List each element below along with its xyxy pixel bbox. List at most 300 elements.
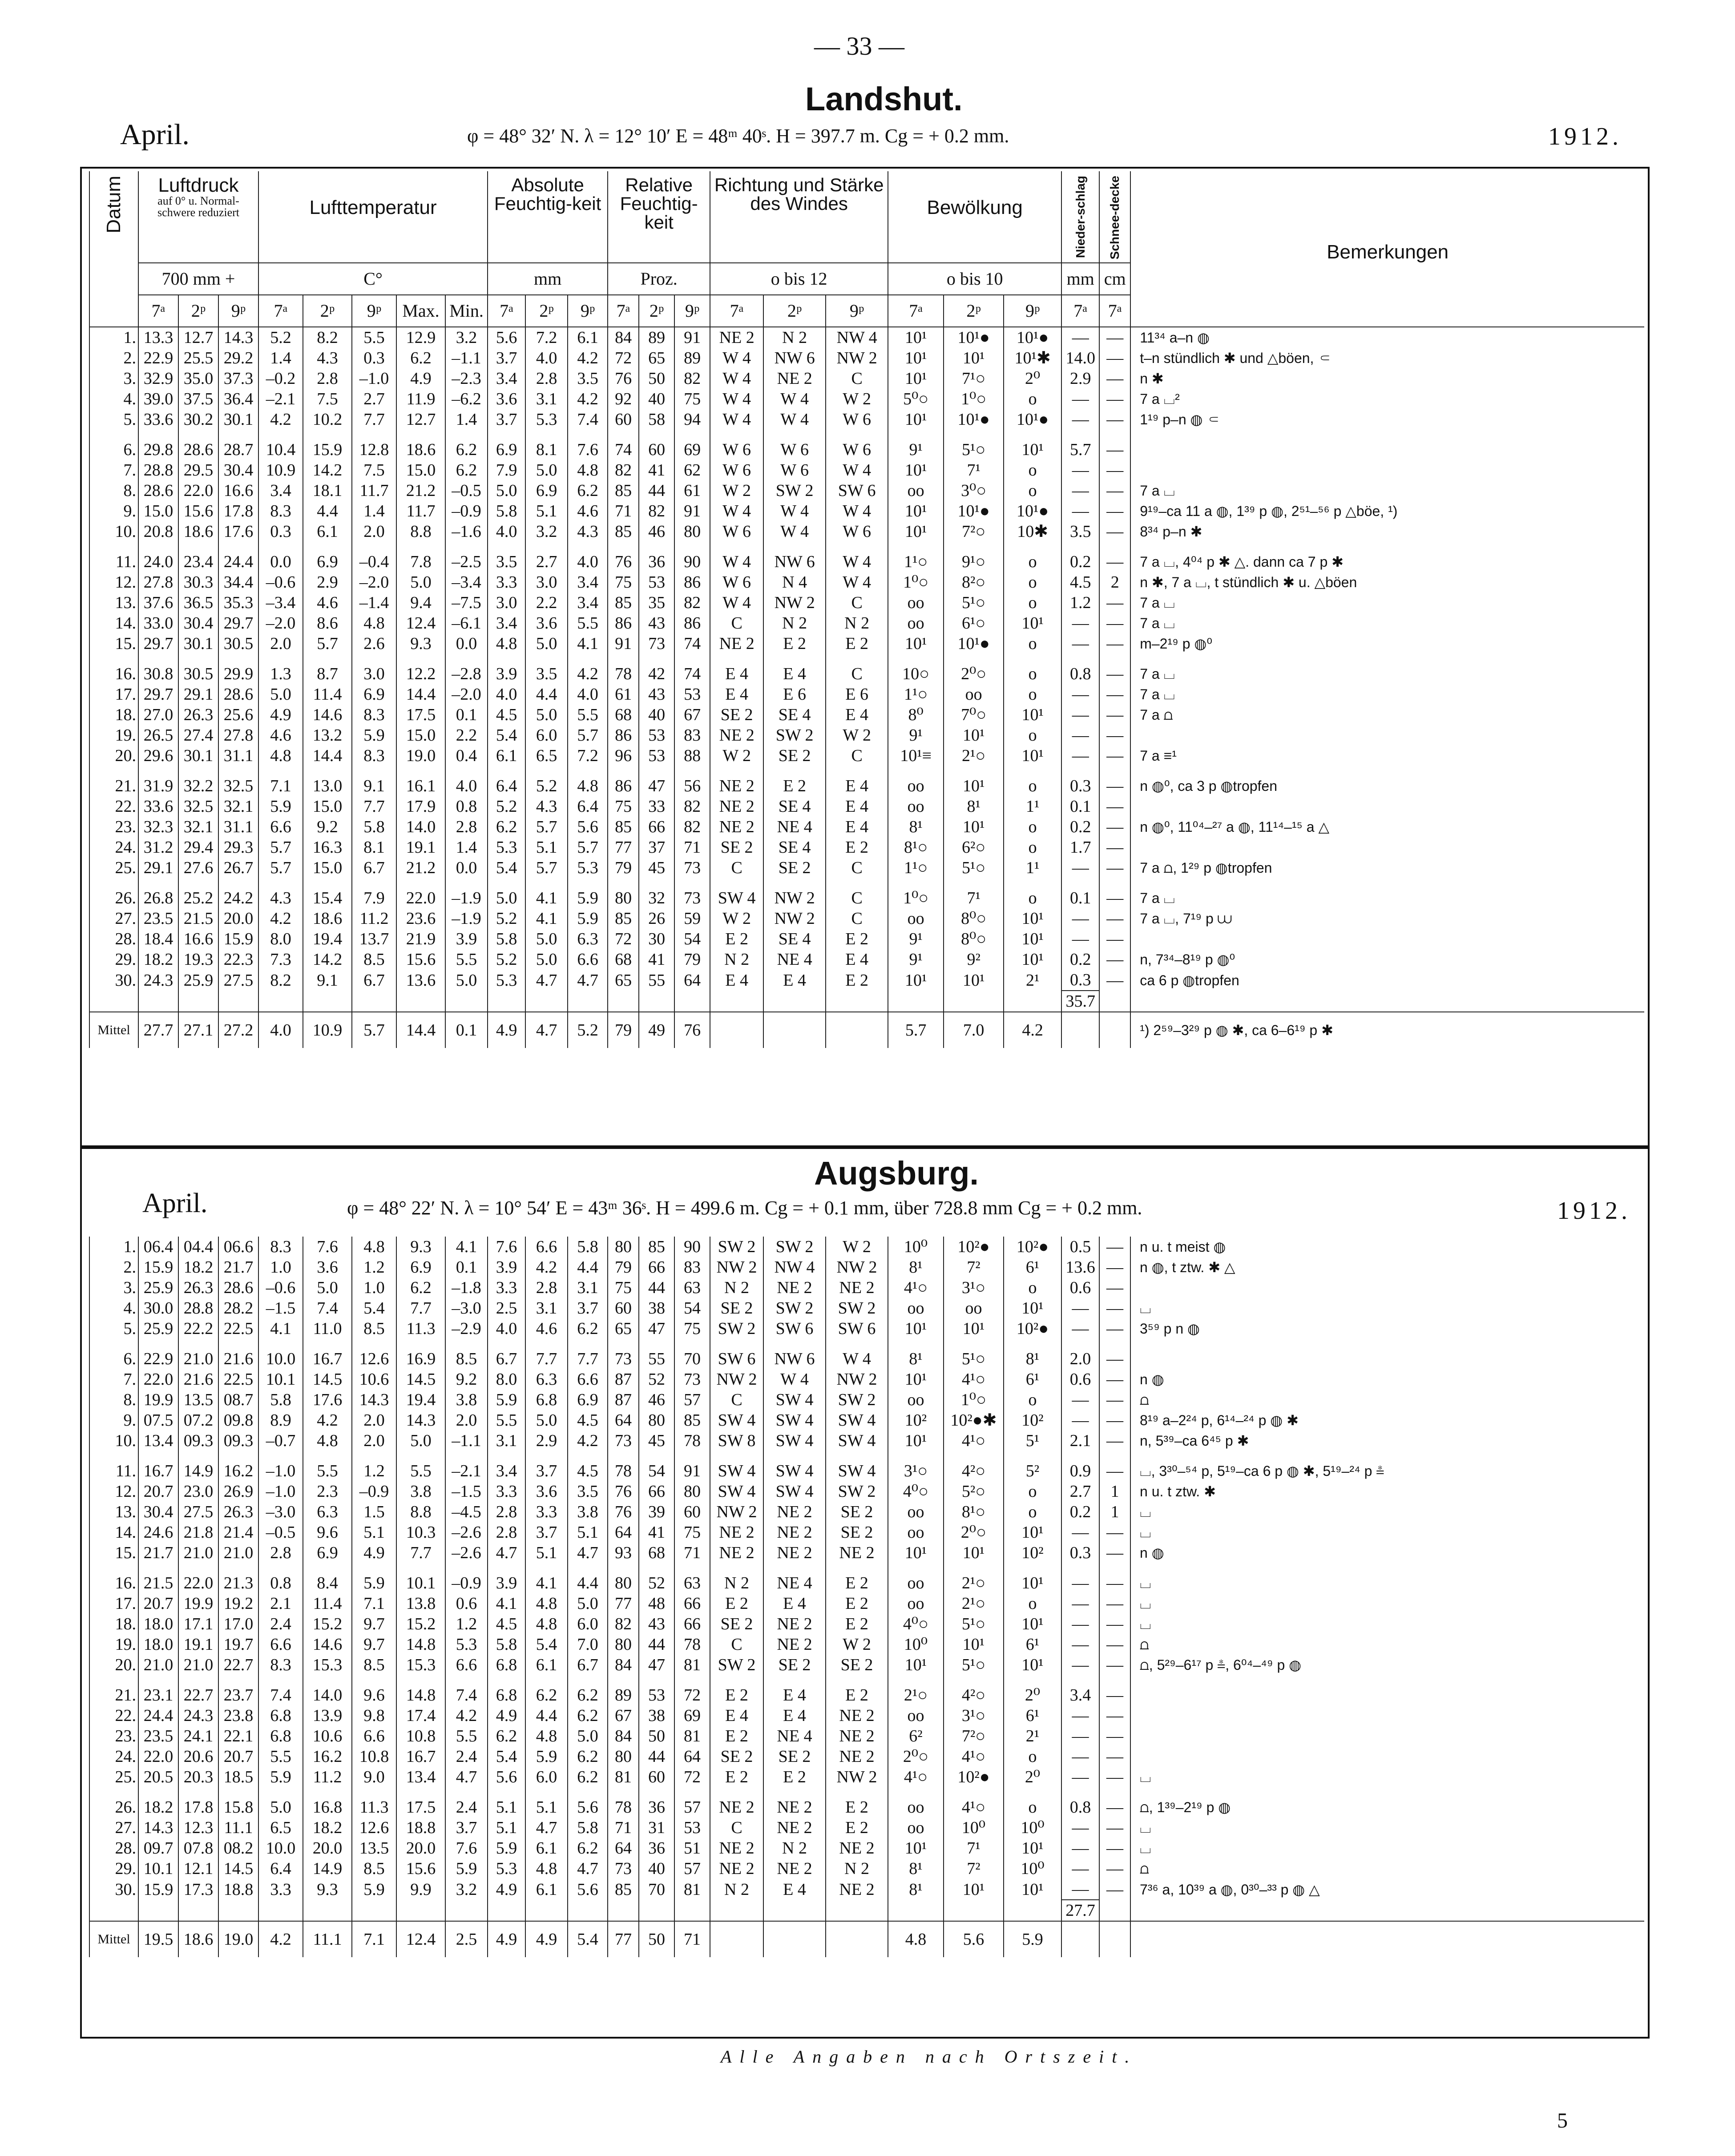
- luftdruck-unit: 700 mm +: [138, 263, 258, 295]
- value-cell: 31.9: [138, 776, 178, 796]
- day-cell: 14.: [89, 1522, 138, 1543]
- remark-cell: ⌴: [1130, 1298, 1644, 1318]
- value-cell: W 6: [826, 521, 888, 542]
- value-cell: 45: [639, 1431, 674, 1451]
- value-cell: o: [1004, 1277, 1061, 1298]
- value-cell: 10✱: [1004, 521, 1061, 542]
- value-cell: 52: [639, 1369, 674, 1390]
- group-spacer: [89, 542, 1644, 552]
- mean-label: Mittel: [89, 1012, 138, 1048]
- value-cell: 74: [674, 664, 710, 684]
- value-cell: 19.9: [178, 1593, 218, 1614]
- remark-cell: 8¹⁹ a–2²⁴ p, 6¹⁴–²⁴ p ◍ ✱: [1130, 1410, 1644, 1431]
- value-cell: 7²○: [944, 1726, 1004, 1746]
- value-cell: 7.6: [445, 1838, 488, 1858]
- remark-cell: [1130, 837, 1644, 858]
- value-cell: 3.3: [488, 572, 525, 592]
- value-cell: 30.1: [178, 633, 218, 654]
- value-cell: 10¹: [888, 501, 944, 521]
- value-cell: E 4: [710, 1705, 763, 1726]
- value-cell: 79: [608, 858, 639, 878]
- value-cell: NE 4: [763, 949, 826, 970]
- value-cell: 82: [639, 501, 674, 521]
- value-cell: 5¹○: [944, 439, 1004, 460]
- value-cell: 7.2: [568, 746, 608, 766]
- remark-cell: 8³⁴ p–n ✱: [1130, 521, 1644, 542]
- value-cell: SW 4: [763, 1481, 826, 1502]
- value-cell: —: [1099, 817, 1130, 837]
- table-row: [89, 389, 1644, 409]
- empty-cell: [1099, 1900, 1130, 1921]
- day-cell: 3.: [89, 368, 138, 389]
- value-cell: NE 2: [710, 725, 763, 746]
- value-cell: 21.0: [178, 1349, 218, 1369]
- mean-value: 19.5: [138, 1921, 178, 1957]
- mean-value: [710, 1921, 763, 1957]
- value-cell: 15.3: [303, 1655, 352, 1675]
- value-cell: 75: [674, 389, 710, 409]
- value-cell: 3.4: [258, 480, 303, 501]
- value-cell: o: [1004, 1481, 1061, 1502]
- value-cell: 4.9: [352, 1543, 396, 1563]
- value-cell: 5.5: [568, 705, 608, 725]
- value-cell: 86: [674, 572, 710, 592]
- day-cell: 4.: [89, 1298, 138, 1318]
- value-cell: 10¹: [888, 1318, 944, 1339]
- remark-cell: ⩍, 1³⁹–2¹⁹ p ◍: [1130, 1797, 1644, 1817]
- value-cell: –1.4: [352, 592, 396, 613]
- value-cell: 4.8: [258, 746, 303, 766]
- value-cell: 6.3: [303, 1502, 352, 1522]
- empty-cell: [178, 1900, 218, 1921]
- value-cell: —: [1099, 1277, 1130, 1298]
- value-cell: —: [1099, 1461, 1130, 1481]
- value-cell: SE 2: [826, 1502, 888, 1522]
- value-cell: C: [826, 888, 888, 908]
- value-cell: 69: [674, 439, 710, 460]
- empty-cell: [674, 1900, 710, 1921]
- value-cell: 7.2: [525, 327, 568, 348]
- value-cell: 4.7: [525, 970, 568, 991]
- value-cell: N 2: [710, 949, 763, 970]
- value-cell: SE 4: [763, 796, 826, 817]
- empty-cell: [888, 1900, 944, 1921]
- value-cell: W 2: [826, 1634, 888, 1655]
- value-cell: 7¹: [944, 1838, 1004, 1858]
- value-cell: SE 4: [763, 705, 826, 725]
- value-cell: 64: [674, 1746, 710, 1767]
- value-cell: —: [1099, 1257, 1130, 1277]
- value-cell: 5.0: [525, 1410, 568, 1431]
- value-cell: 4.0: [568, 552, 608, 572]
- value-cell: 5.5: [445, 1726, 488, 1746]
- value-cell: 3.5: [1061, 521, 1099, 542]
- value-cell: 83: [674, 725, 710, 746]
- value-cell: 10¹: [888, 1369, 944, 1390]
- value-cell: 5.7: [258, 837, 303, 858]
- value-cell: 10¹: [888, 460, 944, 480]
- value-cell: 4.0: [568, 684, 608, 705]
- mean-value: 4.2: [1004, 1012, 1061, 1048]
- table-row: [89, 1410, 1644, 1431]
- value-cell: 82: [674, 817, 710, 837]
- value-cell: 7.1: [352, 1593, 396, 1614]
- value-cell: 60: [608, 1298, 639, 1318]
- value-cell: 5.2: [488, 908, 525, 929]
- value-cell: 6¹: [1004, 1705, 1061, 1726]
- value-cell: 23.4: [178, 552, 218, 572]
- day-cell: 21.: [89, 776, 138, 796]
- value-cell: 30.1: [218, 409, 258, 430]
- value-cell: 0.2: [1061, 1502, 1099, 1522]
- value-cell: –2.6: [445, 1522, 488, 1543]
- value-cell: 10¹: [888, 970, 944, 991]
- landshut-month: April.: [120, 118, 190, 151]
- value-cell: 5.4: [488, 725, 525, 746]
- value-cell: 0.9: [1061, 1461, 1099, 1481]
- value-cell: 21.8: [178, 1522, 218, 1543]
- day-cell: 11.: [89, 552, 138, 572]
- value-cell: o: [1004, 1593, 1061, 1614]
- value-cell: 12.4: [396, 613, 445, 633]
- mean-value: 10.9: [303, 1012, 352, 1048]
- value-cell: 3.8: [396, 1481, 445, 1502]
- value-cell: 2.8: [525, 1277, 568, 1298]
- value-cell: 86: [608, 776, 639, 796]
- value-cell: 7.4: [303, 1298, 352, 1318]
- value-cell: 3.3: [258, 1879, 303, 1900]
- value-cell: 09.3: [178, 1431, 218, 1451]
- empty-cell: [258, 991, 303, 1012]
- value-cell: 24.6: [138, 1522, 178, 1543]
- value-cell: 3.6: [525, 613, 568, 633]
- value-cell: —: [1099, 970, 1130, 991]
- value-cell: 22.2: [178, 1318, 218, 1339]
- value-cell: NE 4: [763, 1573, 826, 1593]
- value-cell: 32.1: [218, 796, 258, 817]
- table-row: [89, 1237, 1644, 1257]
- value-cell: –1.6: [445, 521, 488, 542]
- value-cell: 90: [674, 552, 710, 572]
- value-cell: —: [1061, 1614, 1099, 1634]
- value-cell: 23.1: [138, 1685, 178, 1705]
- table-row: [89, 480, 1644, 501]
- value-cell: 30.4: [178, 613, 218, 633]
- value-cell: 5.4: [488, 1746, 525, 1767]
- value-cell: 77: [608, 837, 639, 858]
- empty-cell: [568, 1900, 608, 1921]
- value-cell: 16.6: [218, 480, 258, 501]
- table-row: [89, 1257, 1644, 1277]
- value-cell: o: [1004, 1797, 1061, 1817]
- value-cell: NW 2: [763, 908, 826, 929]
- value-cell: o: [1004, 460, 1061, 480]
- value-cell: 5.9: [352, 725, 396, 746]
- value-cell: 28.2: [218, 1298, 258, 1318]
- value-cell: 14.3: [352, 1390, 396, 1410]
- value-cell: 21.0: [138, 1655, 178, 1675]
- value-cell: 85: [674, 1410, 710, 1431]
- value-cell: 9.2: [303, 817, 352, 837]
- value-cell: 12.2: [396, 664, 445, 684]
- value-cell: 26.3: [178, 1277, 218, 1298]
- value-cell: 14.0: [1061, 348, 1099, 368]
- empty-cell: [944, 1900, 1004, 1921]
- remark-cell: 7 a ⌴: [1130, 613, 1644, 633]
- value-cell: 15.9: [303, 439, 352, 460]
- value-cell: 36.4: [218, 389, 258, 409]
- value-cell: NE 2: [710, 776, 763, 796]
- value-cell: 5.0: [258, 684, 303, 705]
- value-cell: 80: [608, 1573, 639, 1593]
- value-cell: 5.5: [568, 613, 608, 633]
- empty-cell: [608, 991, 639, 1012]
- value-cell: 39.0: [138, 389, 178, 409]
- empty-cell: [303, 991, 352, 1012]
- value-cell: 5.5: [396, 1461, 445, 1481]
- value-cell: —: [1099, 908, 1130, 929]
- value-cell: 21.2: [396, 480, 445, 501]
- value-cell: 57: [674, 1390, 710, 1410]
- value-cell: 3.2: [445, 327, 488, 348]
- remark-cell: [1130, 1705, 1644, 1726]
- value-cell: 80: [608, 1634, 639, 1655]
- value-cell: 5.0: [488, 480, 525, 501]
- value-cell: 5.3: [445, 1634, 488, 1655]
- value-cell: 5.0: [568, 1593, 608, 1614]
- value-cell: 3.9: [488, 1257, 525, 1277]
- value-cell: 10¹: [1004, 1614, 1061, 1634]
- value-cell: 16.8: [303, 1797, 352, 1817]
- value-cell: N 4: [763, 572, 826, 592]
- value-cell: SW 2: [763, 725, 826, 746]
- value-cell: 0.0: [445, 858, 488, 878]
- value-cell: 3.8: [568, 1502, 608, 1522]
- value-cell: NE 2: [710, 327, 763, 348]
- value-cell: 5.9: [488, 1390, 525, 1410]
- value-cell: 14.8: [396, 1634, 445, 1655]
- table-row: [89, 460, 1644, 480]
- value-cell: 6.3: [525, 1369, 568, 1390]
- value-cell: —: [1061, 725, 1099, 746]
- day-cell: 6.: [89, 439, 138, 460]
- value-cell: 84: [608, 327, 639, 348]
- value-cell: 4.1: [568, 633, 608, 654]
- value-cell: 5.0: [525, 633, 568, 654]
- value-cell: 4.2: [525, 1257, 568, 1277]
- value-cell: E 2: [710, 929, 763, 949]
- value-cell: 21.9: [396, 929, 445, 949]
- table-row: [89, 592, 1644, 613]
- value-cell: 72: [608, 929, 639, 949]
- value-cell: 78: [608, 1461, 639, 1481]
- value-cell: 54: [639, 1461, 674, 1481]
- value-cell: C: [710, 1817, 763, 1838]
- mean-value: ¹) 2⁵⁹–3²⁹ p ◍ ✱, ca 6–6¹⁹ p ✱: [1130, 1012, 1644, 1048]
- value-cell: 15.0: [396, 460, 445, 480]
- value-cell: 68: [639, 1543, 674, 1563]
- value-cell: 22.9: [138, 348, 178, 368]
- value-cell: 91: [674, 327, 710, 348]
- value-cell: 80: [674, 521, 710, 542]
- value-cell: SW 4: [826, 1461, 888, 1481]
- schnee-unit: cm: [1099, 263, 1130, 295]
- table-row: [89, 817, 1644, 837]
- value-cell: 15.3: [396, 1655, 445, 1675]
- value-cell: 30.8: [138, 664, 178, 684]
- empty-cell: [888, 991, 944, 1012]
- value-cell: —: [1061, 460, 1099, 480]
- value-cell: 30.5: [218, 633, 258, 654]
- value-cell: 2¹○: [888, 1685, 944, 1705]
- value-cell: SW 2: [826, 1298, 888, 1318]
- value-cell: —: [1099, 1349, 1130, 1369]
- value-cell: 15.9: [218, 929, 258, 949]
- value-cell: W 4: [710, 501, 763, 521]
- value-cell: 73: [639, 633, 674, 654]
- value-cell: SW 2: [826, 1481, 888, 1502]
- value-cell: E 2: [826, 633, 888, 654]
- remark-cell: [1130, 1277, 1644, 1298]
- value-cell: 36: [639, 1838, 674, 1858]
- mean-value: [826, 1012, 888, 1048]
- table-row: [89, 1705, 1644, 1726]
- remark-cell: ca 6 p ◍tropfen: [1130, 970, 1644, 991]
- value-cell: 3.7: [488, 348, 525, 368]
- value-cell: 2.0: [445, 1410, 488, 1431]
- value-cell: 78: [674, 1634, 710, 1655]
- value-cell: 3.5: [568, 1481, 608, 1502]
- value-cell: 18.5: [218, 1767, 258, 1787]
- day-cell: 13.: [89, 592, 138, 613]
- value-cell: 9¹: [888, 725, 944, 746]
- value-cell: —: [1061, 1573, 1099, 1593]
- value-cell: o: [1004, 552, 1061, 572]
- mean-value: 19.0: [218, 1921, 258, 1957]
- value-cell: 5.0: [525, 460, 568, 480]
- remark-cell: 1¹⁹ p–n ◍ ⸦: [1130, 409, 1644, 430]
- remark-cell: ⌴: [1130, 1573, 1644, 1593]
- augsburg-table-wrap: [89, 1237, 1644, 1957]
- value-cell: 11.1: [218, 1817, 258, 1838]
- value-cell: 21.5: [178, 908, 218, 929]
- remark-cell: 7 a ⌴: [1130, 480, 1644, 501]
- value-cell: 4.4: [525, 684, 568, 705]
- value-cell: 20.8: [138, 521, 178, 542]
- value-cell: –0.9: [352, 1481, 396, 1502]
- value-cell: –0.4: [352, 552, 396, 572]
- value-cell: 7.4: [258, 1685, 303, 1705]
- value-cell: 4.1: [525, 908, 568, 929]
- table-row: [89, 908, 1644, 929]
- value-cell: 6.9: [488, 439, 525, 460]
- value-cell: 32.3: [138, 817, 178, 837]
- remark-cell: 7 a ⌴: [1130, 592, 1644, 613]
- remark-cell: ⌴: [1130, 1593, 1644, 1614]
- table-row: [89, 1767, 1644, 1787]
- value-cell: —: [1099, 1573, 1130, 1593]
- empty-cell: [445, 1900, 488, 1921]
- value-cell: 50: [639, 368, 674, 389]
- value-cell: 4.8: [568, 460, 608, 480]
- value-cell: 15.0: [138, 501, 178, 521]
- value-cell: 37.6: [138, 592, 178, 613]
- value-cell: oo: [888, 908, 944, 929]
- value-cell: 15.0: [303, 858, 352, 878]
- value-cell: 68: [608, 705, 639, 725]
- value-cell: 10⁰: [944, 1817, 1004, 1838]
- value-cell: 12.6: [352, 1817, 396, 1838]
- value-cell: 10²●✱: [944, 1410, 1004, 1431]
- value-cell: 4⁰○: [888, 1481, 944, 1502]
- value-cell: 2⁰: [1004, 1767, 1061, 1787]
- value-cell: E 2: [826, 1797, 888, 1817]
- value-cell: 8.5: [352, 1858, 396, 1879]
- value-cell: —: [1099, 1390, 1130, 1410]
- value-cell: 5¹: [1004, 1431, 1061, 1451]
- mean-value: 4.9: [488, 1921, 525, 1957]
- value-cell: 22.5: [218, 1318, 258, 1339]
- mean-value: 18.6: [178, 1921, 218, 1957]
- value-cell: 10¹: [888, 1543, 944, 1563]
- empty-cell: [396, 1900, 445, 1921]
- mean-value: 27.2: [218, 1012, 258, 1048]
- value-cell: 0.1: [1061, 796, 1099, 817]
- value-cell: —: [1099, 1685, 1130, 1705]
- value-cell: 23.5: [138, 1726, 178, 1746]
- mean-value: [1061, 1012, 1099, 1048]
- day-cell: 24.: [89, 837, 138, 858]
- value-cell: 16.3: [303, 837, 352, 858]
- value-cell: 24.2: [218, 888, 258, 908]
- value-cell: 14.9: [303, 1858, 352, 1879]
- value-cell: W 6: [710, 572, 763, 592]
- value-cell: 7¹○: [944, 368, 1004, 389]
- value-cell: o: [1004, 888, 1061, 908]
- value-cell: 0.8: [445, 796, 488, 817]
- value-cell: —: [1099, 1318, 1130, 1339]
- value-cell: 71: [674, 837, 710, 858]
- value-cell: —: [1099, 1593, 1130, 1614]
- value-cell: 5⁰○: [888, 389, 944, 409]
- value-cell: 0.1: [1061, 888, 1099, 908]
- value-cell: 22.0: [138, 1746, 178, 1767]
- value-cell: 20.7: [138, 1481, 178, 1502]
- value-cell: —: [1099, 1817, 1130, 1838]
- value-cell: 9¹: [888, 949, 944, 970]
- empty-cell: [488, 1900, 525, 1921]
- empty-cell: [826, 1900, 888, 1921]
- value-cell: 10¹●: [1004, 327, 1061, 348]
- value-cell: 81: [674, 1726, 710, 1746]
- value-cell: 31: [639, 1817, 674, 1838]
- value-cell: 4.3: [568, 521, 608, 542]
- value-cell: 5.5: [303, 1461, 352, 1481]
- value-cell: 8.0: [258, 929, 303, 949]
- value-cell: —: [1099, 837, 1130, 858]
- value-cell: 8.0: [488, 1369, 525, 1390]
- table-row: [89, 368, 1644, 389]
- value-cell: oo: [888, 1298, 944, 1318]
- value-cell: 20.7: [218, 1746, 258, 1767]
- value-cell: 29.5: [178, 460, 218, 480]
- value-cell: 3.3: [488, 1481, 525, 1502]
- value-cell: E 2: [763, 1767, 826, 1787]
- value-cell: SW 2: [710, 1655, 763, 1675]
- value-cell: 6.9: [303, 1543, 352, 1563]
- value-cell: 47: [639, 1318, 674, 1339]
- value-cell: 71: [608, 1817, 639, 1838]
